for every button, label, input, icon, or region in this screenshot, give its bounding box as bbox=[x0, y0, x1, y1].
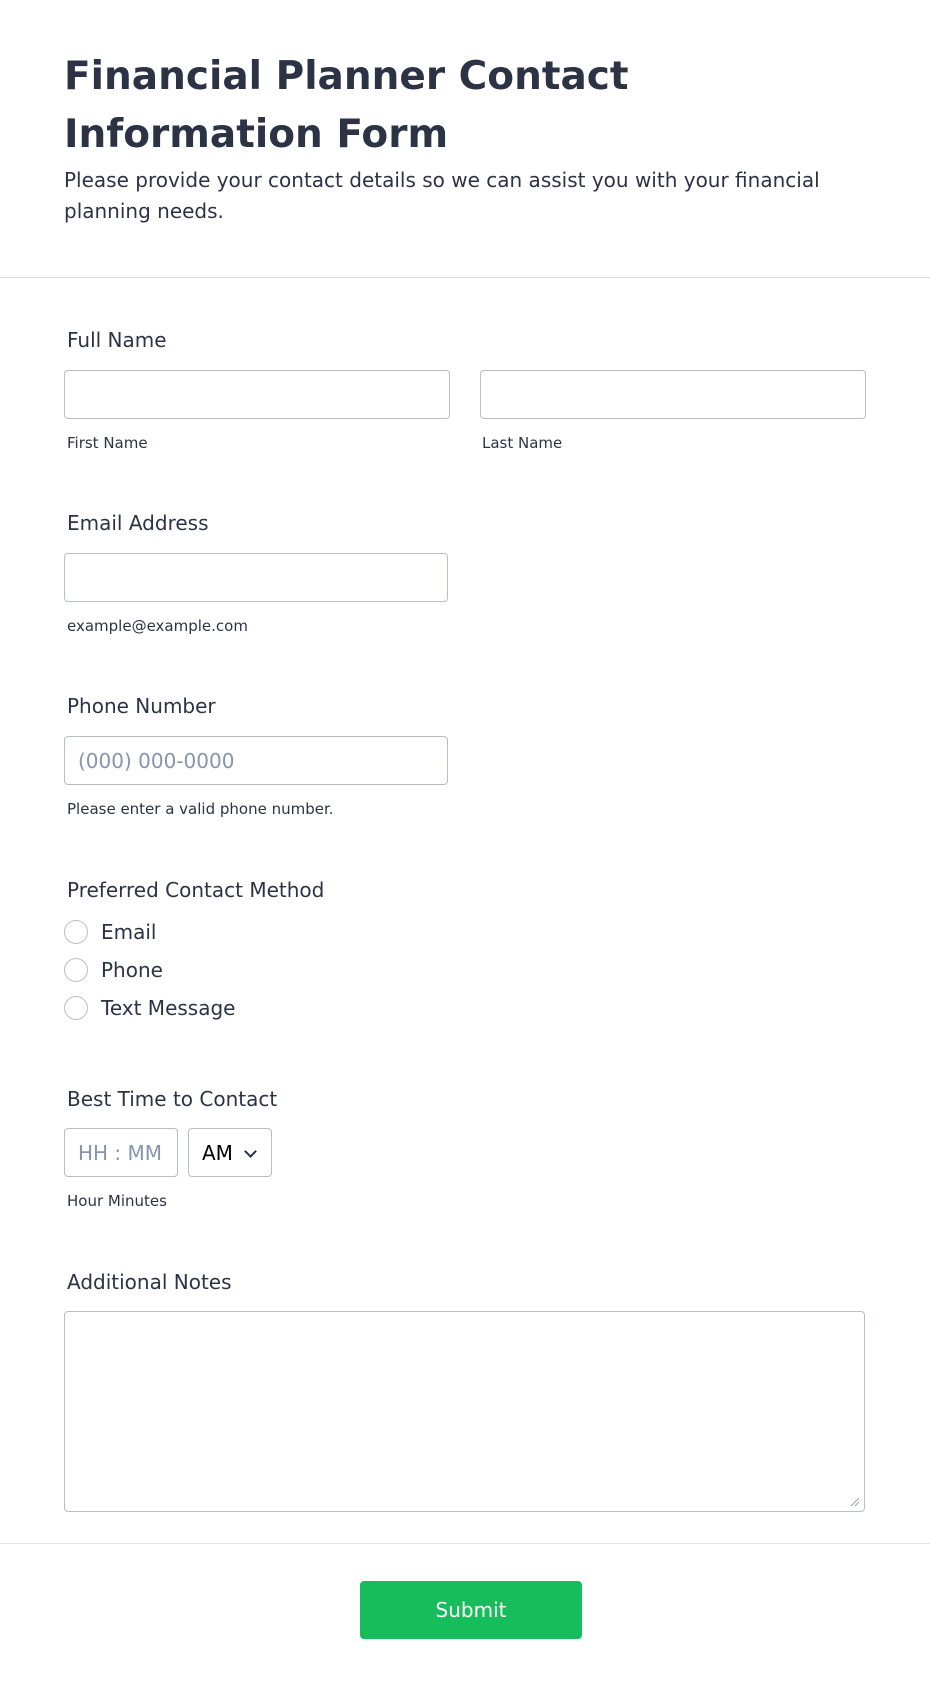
contact-method-label: Preferred Contact Method bbox=[67, 878, 325, 902]
phone-sublabel: Please enter a valid phone number. bbox=[67, 800, 334, 818]
time-input[interactable] bbox=[64, 1128, 178, 1177]
radio-option-text-message[interactable] bbox=[64, 995, 235, 1021]
first-name-input[interactable] bbox=[64, 370, 450, 419]
phone-input[interactable] bbox=[64, 736, 448, 785]
radio-option-email[interactable] bbox=[64, 919, 157, 945]
radio-option-phone[interactable] bbox=[64, 957, 163, 983]
best-time-sublabel: Hour Minutes bbox=[67, 1192, 167, 1210]
radio-label: Phone bbox=[101, 958, 163, 982]
ampm-selected-value: AM bbox=[202, 1140, 233, 1165]
email-sublabel: example@example.com bbox=[67, 617, 248, 635]
footer-divider bbox=[0, 1543, 930, 1544]
best-time-label: Best Time to Contact bbox=[67, 1087, 278, 1111]
form-header bbox=[0, 0, 930, 278]
email-field[interactable] bbox=[64, 553, 448, 602]
resize-handle-icon[interactable] bbox=[849, 1496, 860, 1507]
submit-button[interactable]: Submit bbox=[360, 1581, 582, 1639]
form-subtitle: Please provide your contact details so we can assist you with your financial planning needs. bbox=[64, 168, 820, 223]
first-name-sublabel: First Name bbox=[67, 434, 148, 452]
radio-label: Email bbox=[101, 920, 157, 944]
notes-label: Additional Notes bbox=[67, 1270, 232, 1294]
radio-button[interactable] bbox=[64, 958, 88, 982]
chevron-down-icon bbox=[244, 1145, 257, 1158]
email-label: Email Address bbox=[67, 511, 209, 535]
phone-label: Phone Number bbox=[67, 694, 216, 718]
last-name-sublabel: Last Name bbox=[482, 434, 563, 452]
ampm-select[interactable] bbox=[188, 1128, 272, 1177]
last-name-input[interactable] bbox=[480, 370, 866, 419]
full-name-label: Full Name bbox=[67, 328, 167, 352]
form-title: Financial Planner Contact Information Form bbox=[64, 54, 629, 157]
notes-textarea[interactable] bbox=[64, 1311, 865, 1512]
radio-button[interactable] bbox=[64, 996, 88, 1020]
radio-button[interactable] bbox=[64, 920, 88, 944]
radio-label: Text Message bbox=[101, 996, 236, 1020]
